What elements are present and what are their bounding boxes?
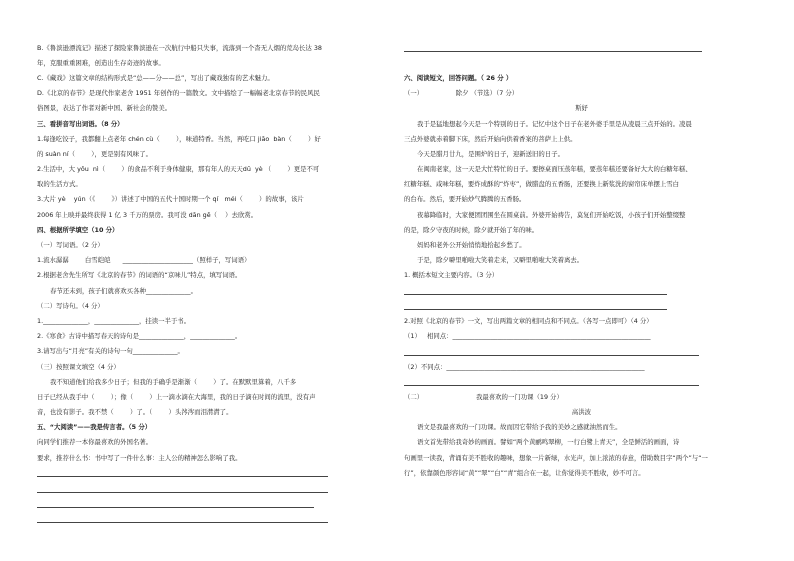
section-heading (37, 116, 392, 131)
line-text: 春节还未到，孩子们就喜欢买各种______________。 (50, 286, 197, 295)
text-line (37, 55, 392, 70)
text-line (37, 313, 392, 328)
line-text: 取的生活方式。 (37, 180, 82, 189)
line-text: 的台布。然后，要开始炒气腾腾的五香肠。 (404, 195, 526, 204)
answer-line[interactable] (37, 496, 392, 511)
answer-line[interactable] (37, 480, 392, 495)
text-line (37, 237, 392, 252)
text-line (404, 405, 759, 420)
text-line (37, 177, 392, 192)
text-line (37, 162, 392, 177)
line-text: （三）按照课文填空（4 分） (37, 362, 120, 371)
line-text: 3.大片 yè yún（《 》）讲述了中国的五代十国时期一个 qí méi（ ）的故事，该片 (37, 195, 304, 204)
text-line (37, 207, 392, 222)
line-text: 高洪波 (571, 408, 592, 417)
line-text: C.《藏戏》这篇文章的结构形式是“总——分——总”，写出了藏戏独有的艺术魅力。 (37, 73, 274, 82)
text-line (404, 55, 759, 70)
line-text: 要求，推荐什么书：书中写了一件什么事：主人公的精神怎么影响了我。 (37, 453, 242, 462)
text-line (37, 40, 392, 55)
line-text: 1.流水潺潺 白雪皑皑 ______________________（照样子，写词语） (37, 256, 251, 265)
line-text: 3.请写出与“月亮”有关的诗句一句______________。 (37, 347, 184, 356)
text-line (37, 389, 392, 404)
text-line (37, 131, 392, 146)
line-text: B.《鲁滨逊漂流记》描述了探险家鲁滨逊在一次航行中船只失事，流落到一个杳无人烟的荒岛长达 38 (37, 43, 322, 52)
answer-line[interactable] (37, 511, 392, 526)
left-column (37, 40, 392, 526)
text-line (404, 313, 759, 328)
text-line (404, 101, 759, 116)
text-line (404, 177, 759, 192)
text-line (404, 207, 759, 222)
section-heading (37, 222, 392, 237)
line-text: 夜幕降临时，大家便团团围坐在圆桌前。外婆开始祷告，莫复们开始吃饭，小孩子们开始整缀整 (417, 210, 686, 219)
text-line (37, 374, 392, 389)
line-text: 年，克服重重困难，创造出生存奇迹的故事。 (37, 58, 165, 67)
answer-line[interactable] (404, 40, 759, 55)
line-text: 2.生活中，大 yǒu nì（ ）的食品不利于身体健康，那有年人的天天dū yè （ ）更是不可 (37, 165, 320, 174)
line-text: 2006 年上映并最终获得 1 亿 3 千万的票房。我可没 dān gē（ ）去欣赏。 (37, 210, 258, 219)
text-line (37, 344, 392, 359)
line-text: （1） 相同点：______________________________________________________________ (404, 332, 651, 341)
line-text: （一） 除夕 （节选）（7 分） (404, 89, 519, 98)
line-text: 1. 概括本短文主要内容。（3 分） (404, 271, 499, 280)
line-text: 的是，除夕守夜的时候，除夕就开始了年的味。 (404, 225, 539, 234)
line-text: 句画里一读我，背诵有美不胜收的趣味，想象一片新绿，水光声，加上浓浓的春意，借助数目字“两个”与“一 (404, 453, 708, 462)
text-line (404, 268, 759, 283)
text-line (404, 420, 759, 435)
line-text: 红糖年糕、咸味年糕，要炸成酥的“炸枣”，做腊盘的五香肠，还要换上新浆洗的窗帘床单摆上雪白 (404, 180, 680, 189)
text-line (37, 86, 392, 101)
line-text: 我于是猛地想起今天是一个特别的日子。记忆中这个日子在老外婆手里是从凌晨三点开始的。凌晨 (417, 119, 692, 128)
text-line (37, 268, 392, 283)
text-line (404, 435, 759, 450)
line-text: 向同学们推荐一本你最喜欢的外国名著。 (37, 438, 153, 447)
answer-line[interactable] (404, 283, 759, 298)
text-line (404, 359, 759, 374)
text-line (37, 435, 392, 450)
text-line (404, 162, 759, 177)
line-text: 四、根据所学填空（10 分） (37, 225, 119, 234)
text-line (404, 465, 759, 480)
text-line (404, 86, 759, 101)
line-text: 六、阅读短文，回答问题。（ 26 分 ） (404, 73, 513, 82)
line-text: 1.每逢吃饺子，我都翻上点老年 chén cù（ ），味道特香。当然，再吃口 jiāo bàn（ ）好 (37, 134, 321, 143)
text-line (37, 146, 392, 161)
line-text: 2.《寒食》古诗中描写春天的诗句是______________，______________。 (37, 332, 242, 341)
section-heading (404, 70, 759, 85)
text-line (404, 131, 759, 146)
line-text: 于是，除夕噼里啪啦大笑着走来，又噼里啪啦大笑着离去。 (417, 256, 584, 265)
right-column (404, 40, 759, 480)
line-text: 行”，依靠颜色形容词“黄”“翠”“白”“青”组合在一起，让你觉得美不胜收，妙不可言。 (404, 468, 645, 477)
line-text: 语文首先带给我奇妙的画面。譬如“两个黄鹂鸣翠柳，一行白鹭上青天”，全是鲜活的画面，诗 (417, 438, 680, 447)
answer-line[interactable] (37, 465, 392, 480)
line-text: 在闽南老家，这一天是大忙特忙的日子。要擦桌面压蒸年糕，要蒸年糕还要备好大大的白糖年糕、 (417, 165, 692, 174)
line-text: D.《北京的春节》是现代作家老舍 1951 年创作的一篇散文。文中描绘了一幅幅老北京春节的民风民 (37, 89, 320, 98)
line-text: 五、“大阅读”——我是传言者。（5 分） (37, 423, 152, 432)
text-line (404, 450, 759, 465)
line-text: 今天是腊月廿九，是围炉的日子，迎新送旧的日子。 (417, 149, 564, 158)
text-line (37, 283, 392, 298)
line-text: 日子已经从我手中（ ）；像（ ）上一滴水滴在大海里，我的日子滴在时间的流里，没有声 (37, 392, 316, 401)
line-text: 三点外婆就赤着脚下床，然后开始向供着香案的菩萨上上供。 (404, 134, 577, 143)
text-line (404, 146, 759, 161)
line-text: 2.根据老舍先生所写《北京的春节》的词语的“京味儿”特点，填写词语。 (37, 271, 242, 280)
line-text: 斯妤 (575, 104, 588, 113)
line-text: （2）不同点：______________________________________________________________ (404, 362, 645, 371)
text-line (404, 116, 759, 131)
answer-line[interactable] (404, 374, 759, 389)
line-text: 妈妈和老外公开始悄悄地拾起乡愁了。 (417, 241, 526, 250)
text-line (37, 450, 392, 465)
text-line (404, 253, 759, 268)
text-line (404, 192, 759, 207)
text-line (37, 253, 392, 268)
line-text: 语文是我最喜欢的一门功课。故而因它带给予我的美妙之感就油然而生。 (417, 423, 622, 432)
line-text: 俗图景，表达了作者对新中国、新社会的赞美。 (37, 104, 172, 113)
section-heading (37, 420, 392, 435)
line-text: 1.______________，______________，挂读一半于书。 (37, 316, 191, 325)
text-line (37, 329, 392, 344)
text-line (404, 329, 759, 344)
line-text: 2.对照《北京的春节》一文，写出两篇文章的相同点和不同点。（各写一点即可）（4 分） (404, 316, 653, 325)
line-text: 音，也没有影子。我不禁（ ）了。（ ）头涔涔而泪潸潸了。 (37, 408, 233, 417)
answer-line[interactable] (404, 298, 759, 313)
line-text: （一）写词语。（2 分） (37, 241, 104, 250)
text-line (37, 192, 392, 207)
line-text: 三、看拼音写出词语。（8 分） (37, 119, 124, 128)
line-text: （二） 我最喜欢的一门功课（19 分） (404, 392, 563, 401)
line-text: 我不知道他们给我多少日子；但我的手确乎是渐渐（ ）了。在默默里算着，八千多 (50, 377, 297, 386)
line-text: （二）写诗句。（4 分） (37, 301, 104, 310)
text-line (37, 298, 392, 313)
text-line (37, 359, 392, 374)
text-line (37, 405, 392, 420)
text-line (37, 101, 392, 116)
text-line (37, 70, 392, 85)
text-line (404, 237, 759, 252)
text-line (404, 222, 759, 237)
line-text: 的 suàn ní（ ），更是别有风味了。 (37, 149, 152, 158)
answer-line[interactable] (404, 344, 759, 359)
text-line (404, 389, 759, 404)
